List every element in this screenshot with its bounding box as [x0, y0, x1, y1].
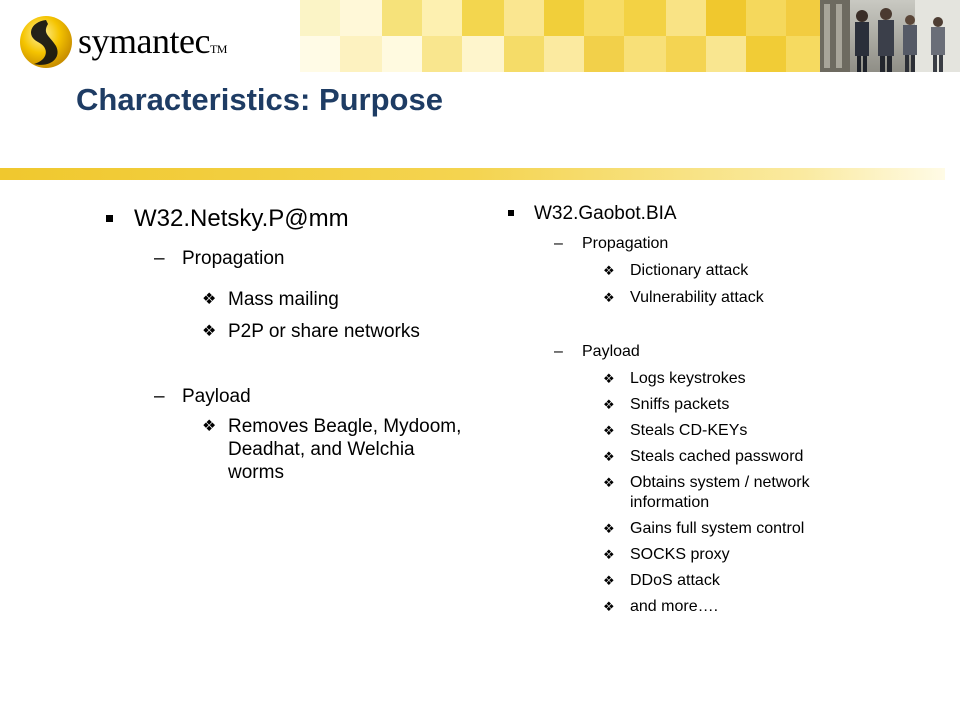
slide-title: Characteristics: Purpose [76, 82, 443, 117]
list-item: ❖ SOCKS proxy [603, 546, 730, 563]
left-heading: W32.Netsky.P@mm [134, 205, 349, 232]
list-item: ❖ Vulnerability attack [603, 289, 764, 306]
diamond-bullet-icon: ❖ [202, 418, 217, 435]
list-item: ❖ P2P or share networks [202, 321, 420, 342]
diamond-bullet-icon: ❖ [603, 547, 615, 562]
diamond-bullet-icon: ❖ [603, 521, 615, 536]
list-item: ❖ Sniffs packets [603, 396, 730, 413]
list-item: ❖ Steals cached password [603, 448, 804, 465]
diamond-bullet-icon: ❖ [603, 371, 615, 386]
dash-bullet-icon: – [554, 343, 563, 360]
diamond-bullet-icon: ❖ [603, 290, 615, 305]
diamond-bullet-icon: ❖ [603, 573, 615, 588]
diamond-bullet-icon: ❖ [202, 323, 217, 340]
list-item: ❖ and more…. [603, 598, 719, 615]
list-item: ❖ Logs keystrokes [603, 370, 746, 387]
section-label: Propagation [582, 235, 669, 252]
dash-bullet-icon: – [154, 248, 165, 269]
right-section-payload [506, 342, 886, 362]
right-section-propagation [506, 234, 886, 254]
title-divider [0, 168, 945, 180]
list-item: ❖ DDoS attack [603, 572, 720, 589]
list-item: ❖ Steals CD-KEYs [603, 422, 748, 439]
diamond-bullet-icon: ❖ [202, 291, 217, 308]
diamond-bullet-icon: ❖ [603, 599, 615, 614]
right-heading: W32.Gaobot.BIA [534, 203, 677, 224]
right-heading-item [506, 202, 886, 226]
diamond-bullet-icon: ❖ [603, 263, 615, 278]
diamond-bullet-icon: ❖ [603, 475, 615, 490]
right-column [506, 202, 886, 617]
section-label: Payload [182, 386, 251, 407]
header-mosaic [300, 0, 820, 72]
header-photo [820, 0, 960, 72]
logo-wordmark: symantecTM [78, 21, 227, 61]
left-section-payload [104, 385, 484, 409]
list-item: ❖ Obtains system / network information [603, 474, 810, 511]
list-item: ❖ Removes Beagle, Mydoom, Deadhat, and Welchia worms [202, 416, 462, 483]
dash-bullet-icon: – [554, 235, 563, 252]
section-label: Propagation [182, 248, 285, 269]
left-heading-item [104, 205, 484, 233]
list-item: ❖ Dictionary attack [603, 262, 749, 279]
section-label: Payload [582, 343, 640, 360]
dash-bullet-icon: – [154, 386, 165, 407]
diamond-bullet-icon: ❖ [603, 449, 615, 464]
symantec-logo [14, 8, 227, 68]
list-item: ❖ Mass mailing [202, 289, 339, 310]
list-item: ❖ Gains full system control [603, 520, 805, 537]
diamond-bullet-icon: ❖ [603, 423, 615, 438]
diamond-bullet-icon: ❖ [603, 397, 615, 412]
left-section-propagation [104, 247, 484, 271]
square-bullet-icon [508, 210, 514, 216]
square-bullet-icon [106, 215, 113, 222]
left-column [104, 205, 484, 484]
logo-mark-icon [18, 14, 74, 70]
